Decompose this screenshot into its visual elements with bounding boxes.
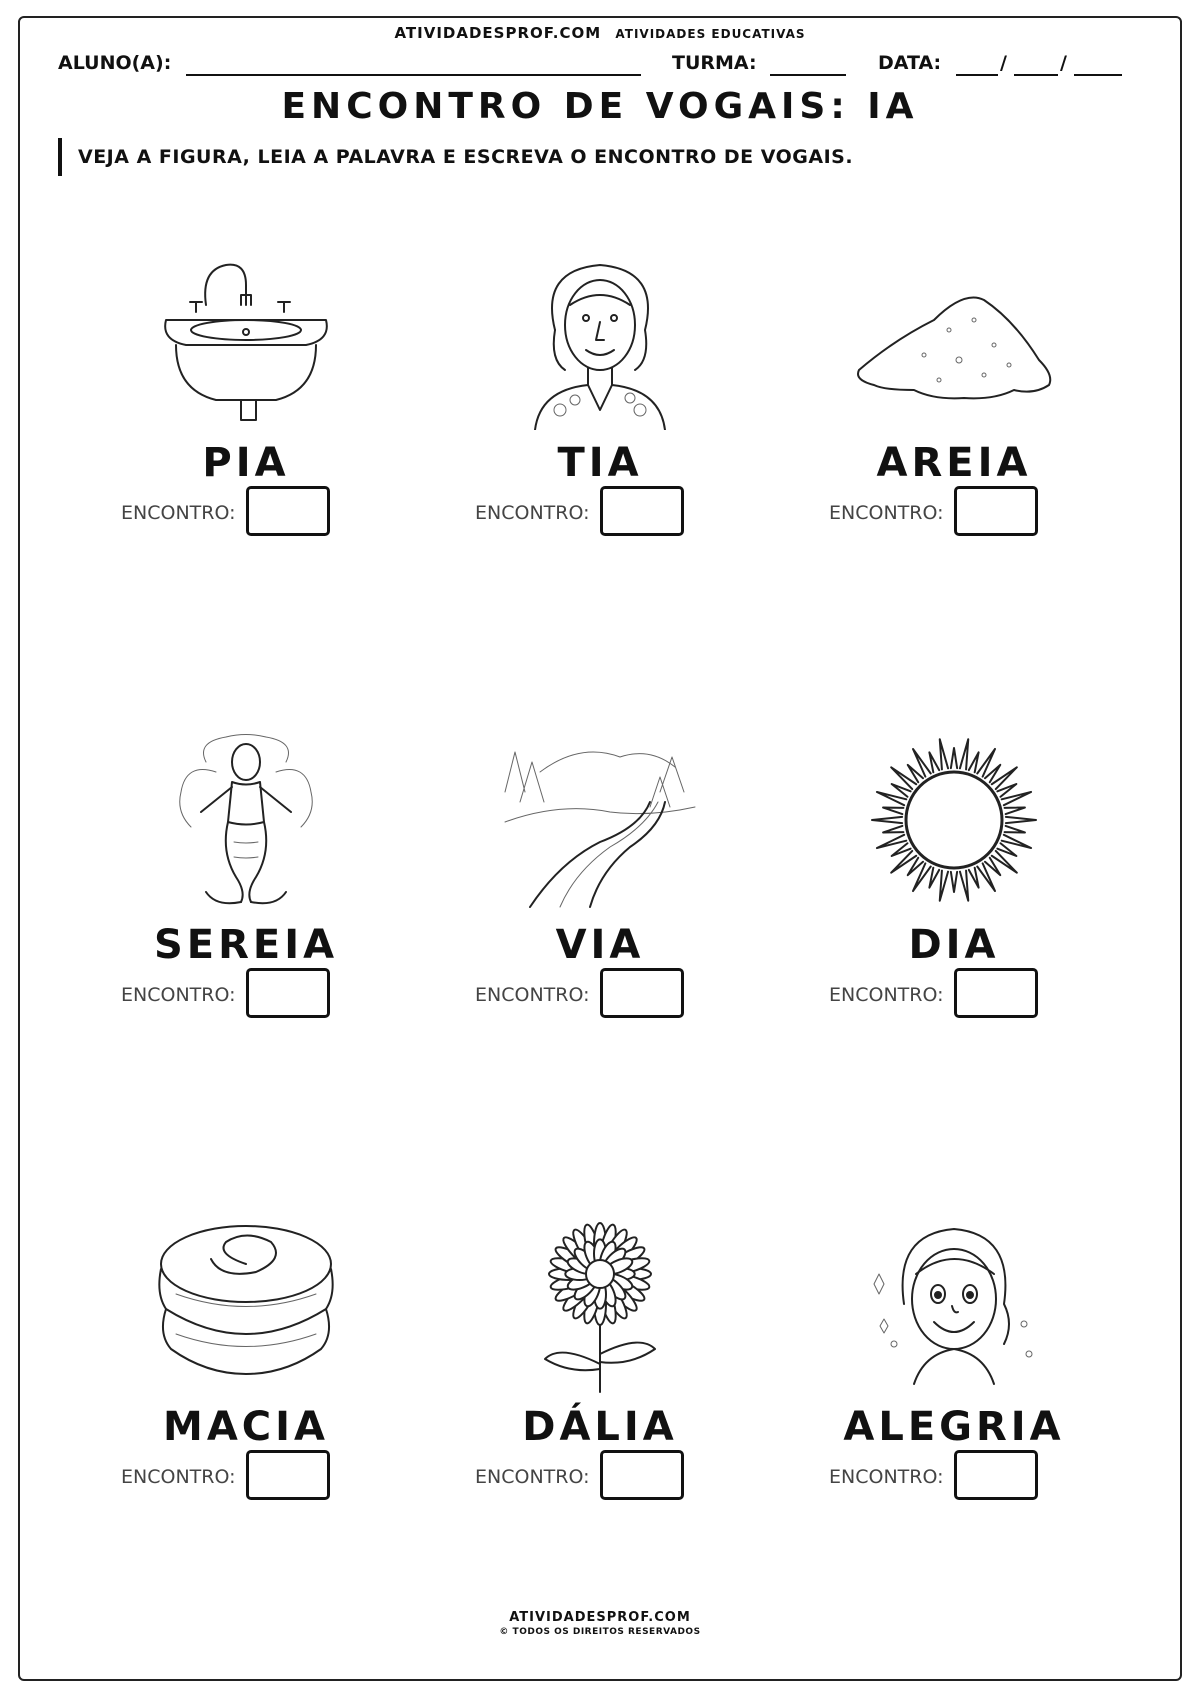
word-label: VIA <box>555 922 645 968</box>
footer-site: ATIVIDADESPROF.COM <box>509 1610 691 1625</box>
student-fields <box>58 52 1148 78</box>
date-slash-1: / <box>1000 52 1007 74</box>
exercise-card-sereia <box>68 732 424 1042</box>
answer-box[interactable] <box>954 486 1038 536</box>
word-label: MACIA <box>163 1404 329 1450</box>
site-name: ATIVIDADESPROF.COM <box>394 24 602 42</box>
answer-box[interactable] <box>600 486 684 536</box>
instruction-marker <box>58 138 62 176</box>
sun-icon <box>854 732 1054 912</box>
answer-box[interactable] <box>600 968 684 1018</box>
exercise-card-areia <box>776 250 1132 560</box>
happy-girl-icon <box>854 1214 1054 1394</box>
answer-box[interactable] <box>600 1450 684 1500</box>
data-label: DATA: <box>878 52 942 74</box>
turma-line[interactable] <box>770 74 846 76</box>
encontro-label: ENCONTRO: <box>475 1466 590 1488</box>
page-title: ENCONTRO DE VOGAIS: IA <box>281 86 919 127</box>
encontro-label: ENCONTRO: <box>829 1466 944 1488</box>
encontro-label: ENCONTRO: <box>121 502 236 524</box>
word-label: DÁLIA <box>522 1404 678 1450</box>
aluno-line[interactable] <box>186 74 641 76</box>
word-label: TIA <box>557 440 643 486</box>
exercise-card-via <box>422 732 778 1042</box>
answer-box[interactable] <box>954 968 1038 1018</box>
mermaid-icon <box>146 732 346 912</box>
word-label: AREIA <box>876 440 1032 486</box>
aluno-label: ALUNO(A): <box>58 52 172 74</box>
road-icon <box>500 732 700 912</box>
answer-box[interactable] <box>246 968 330 1018</box>
sink-icon <box>146 250 346 430</box>
exercise-card-dia <box>776 732 1132 1042</box>
date-slash-2: / <box>1060 52 1067 74</box>
site-header <box>0 24 1200 42</box>
turma-label: TURMA: <box>672 52 757 74</box>
month-line[interactable] <box>1014 74 1058 76</box>
exercise-card-dalia <box>422 1214 778 1524</box>
word-label: ALEGRIA <box>843 1404 1065 1450</box>
dahlia-flower-icon <box>500 1214 700 1394</box>
answer-box[interactable] <box>246 1450 330 1500</box>
year-line[interactable] <box>1074 74 1122 76</box>
encontro-label: ENCONTRO: <box>829 984 944 1006</box>
site-tagline: ATIVIDADES EDUCATIVAS <box>615 27 806 41</box>
exercise-card-pia <box>68 250 424 560</box>
encontro-label: ENCONTRO: <box>121 1466 236 1488</box>
soft-cushion-icon <box>146 1214 346 1394</box>
encontro-label: ENCONTRO: <box>121 984 236 1006</box>
sand-pile-icon <box>824 250 1084 430</box>
word-label: PIA <box>202 440 290 486</box>
word-label: SEREIA <box>153 922 339 968</box>
exercise-card-macia <box>68 1214 424 1524</box>
answer-box[interactable] <box>246 486 330 536</box>
page-footer <box>0 1610 1200 1637</box>
exercise-card-alegria <box>776 1214 1132 1524</box>
day-line[interactable] <box>956 74 998 76</box>
exercise-card-tia <box>422 250 778 560</box>
encontro-label: ENCONTRO: <box>475 502 590 524</box>
aunt-portrait-icon <box>500 250 700 430</box>
instruction-text: VEJA A FIGURA, LEIA A PALAVRA E ESCREVA O ENCONTRO DE VOGAIS. <box>78 146 854 168</box>
footer-rights: © TODOS OS DIREITOS RESERVADOS <box>499 1627 701 1637</box>
encontro-label: ENCONTRO: <box>829 502 944 524</box>
answer-box[interactable] <box>954 1450 1038 1500</box>
encontro-label: ENCONTRO: <box>475 984 590 1006</box>
word-label: DIA <box>908 922 1000 968</box>
